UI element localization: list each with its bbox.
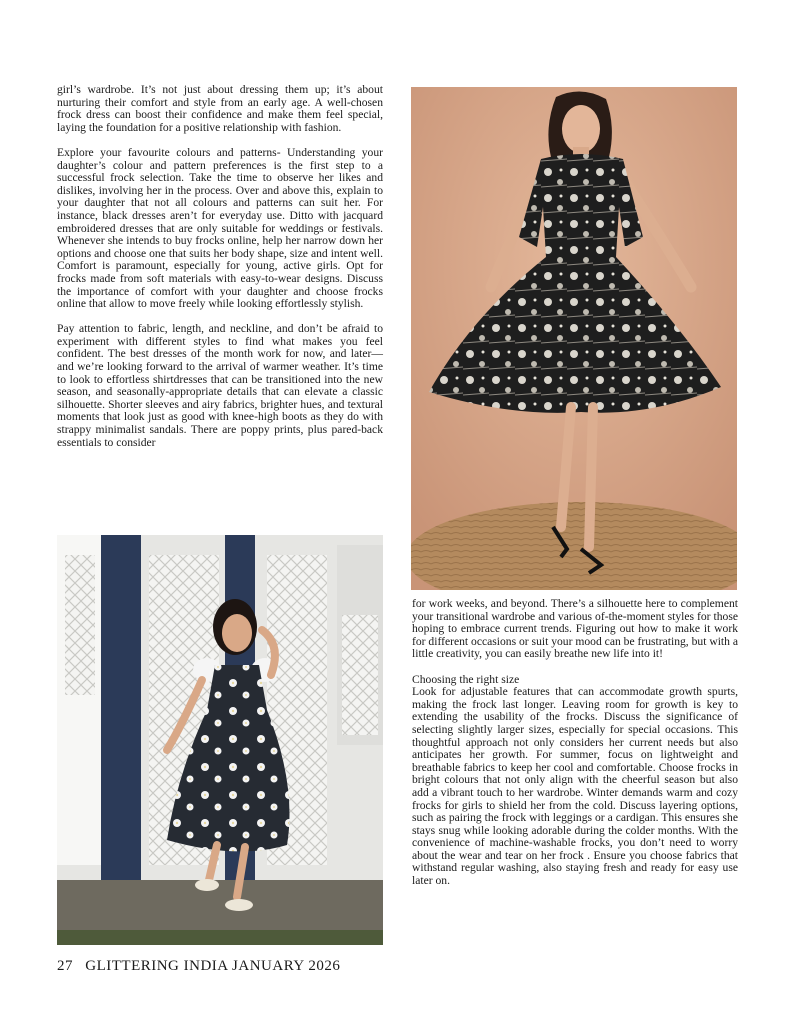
paragraph: Look for adjustable features that can accommodate growth spurts, making the frock last longer. Leaving room for growth is key to extending the usability of the frocks. Discuss the significance of selecting slightly larger sizes, especially for special occasions. This thoughtful approach not only considers her current needs but also anticipates her growth. For summer, focus on lightweight and breathable fabrics to keep her cool and comfortable. Choose frocks in bright colours that not only align with the cheerful season but also add a vibrant touch to her wardrobe. Winter demands warm and cozy frocks for girls to shield her from the cold. Discuss layering options, such as pairing the frock with leggings or a cardigan. This ensures she stays snug while looking adorable during the colder months. With the convenience of machine-washable frocks, you don’t need to worry about the wear and tear on her frock . Ensure you choose fabrics that withstand regular washing, also staying fresh and ready for easy use later on. bbox=[412, 685, 738, 888]
paragraph: Pay attention to fabric, length, and neckline, and don’t be afraid to experiment with different styles to find what makes you feel confident. The best dresses of the month work for now, and later—and we’re looking forward to the arrival of warmer weather. It’s time to look to effortless shirtdresses that can be transitioned into the new season, and seasonally-appropriate details that can elevate a classic silhouette. Shorter sleeves and airy fabrics, brighter hues, and textural moments that look just as good with knee-high boots as they do with strappy minimalist sandals. There are poppy prints, plus pared-back essentials to consider bbox=[57, 322, 383, 449]
photo-girl-daisy-pinafore-dress bbox=[57, 535, 383, 945]
publication-name: GLITTERING INDIA JANUARY 2026 bbox=[85, 958, 341, 974]
page-number: 27 bbox=[57, 958, 73, 974]
photo-woman-illustration bbox=[411, 87, 737, 590]
page-footer bbox=[57, 958, 340, 975]
photo-woman-black-floral-dress bbox=[411, 87, 737, 590]
right-text-column bbox=[412, 598, 738, 888]
paragraph: for work weeks, and beyond. There’s a silhouette here to complement your transitional wardrobe and various of-the-moment styles for those hoping to embrace current trends. Figuring out how to make it work for different occasions or suit your mood can be frustrating, but with a little creativity, you can easily breathe new life into it! bbox=[412, 597, 738, 661]
photo-girl-illustration bbox=[57, 535, 383, 945]
paragraph: Explore your favourite colours and patterns- Understanding your daughter’s colour and pattern preferences is the first step to a successful frock selection. Take the time to observe her likes and dislikes, involving her in the process. Over and above this, explain to your daughter that not all colours and patterns can suit her. For instance, black dresses aren’t for everyday use. Ditto with jacquard embroidered dresses that are only suitable for weddings or festivals. Whenever she intends to buy frocks online, help her narrow down her options and choose one that suits her body shape, size and intent well. Comfort is paramount, especially for young, active girls. Opt for frocks made from soft materials with easy-to-wear designs. Discuss the importance of comfort with your daughter and choose frocks online that allow to move freely while looking effortlessly stylish. bbox=[57, 145, 383, 311]
section-subheading: Choosing the right size bbox=[412, 672, 520, 686]
paragraph: girl’s wardrobe. It’s not just about dressing them up; it’s about nurturing their comfort and style from an early age. A well-chosen frock dress can boost their confidence and make them feel special, laying the foundation for a positive relationship with fashion. bbox=[57, 83, 383, 134]
left-text-column bbox=[57, 84, 383, 449]
